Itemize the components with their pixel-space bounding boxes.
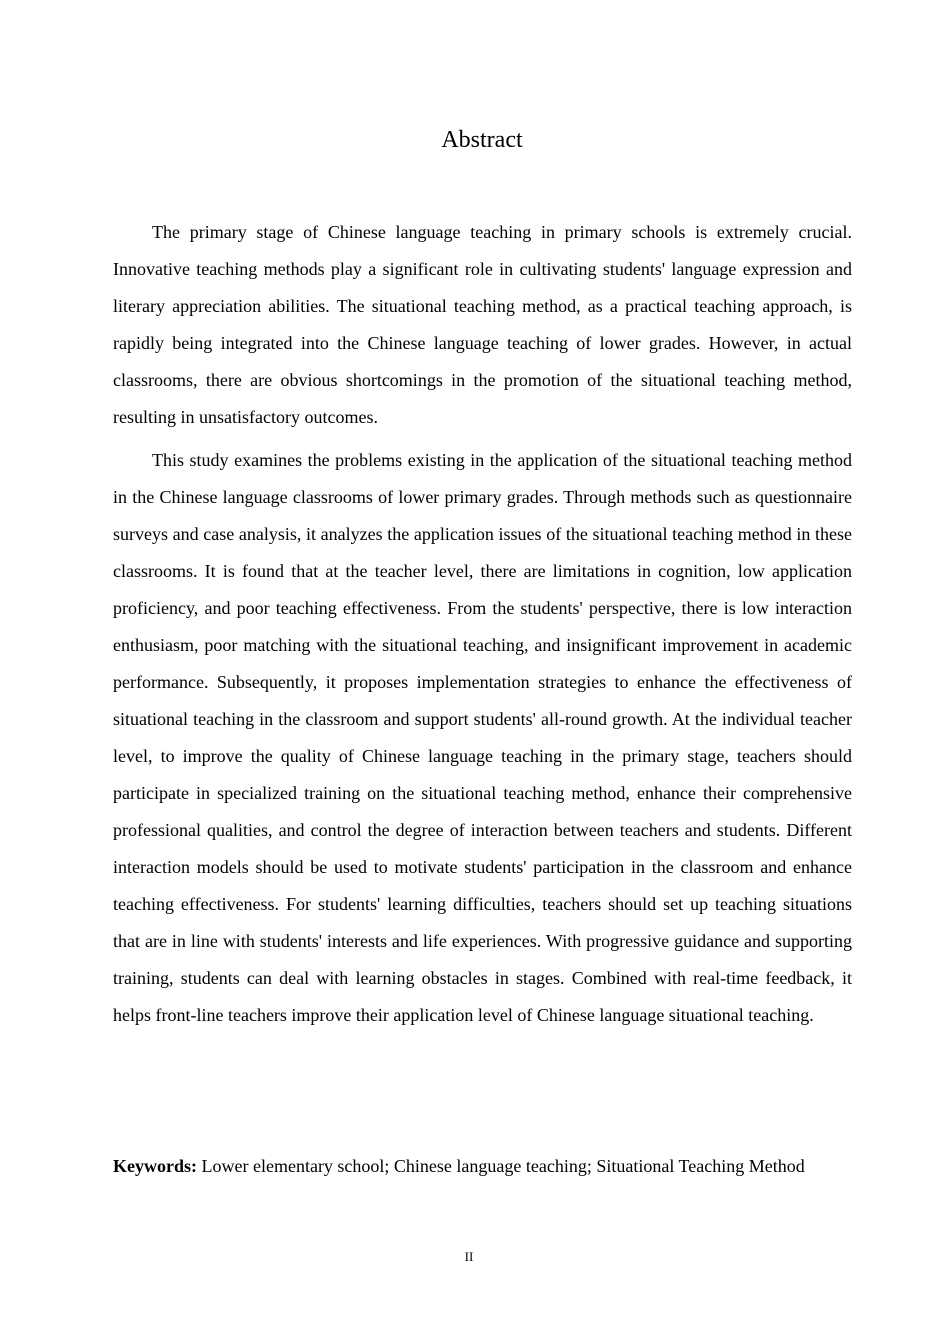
- keywords-line: [113, 1152, 873, 1180]
- abstract-paragraph-1: The primary stage of Chinese language teaching in primary schools is extremely crucial. Innovative teaching methods play a significant role in cultivating students' language expression and literary appreciation abilities. The situational teaching method, as a practical teaching approach, is rapidly being integrated into the Chinese language teaching of lower grades. However, in actual classrooms, there are obvious shortcomings in the promotion of the situational teaching method, resulting in unsatisfactory outcomes.: [113, 222, 852, 427]
- abstract-title: Abstract: [441, 127, 523, 153]
- abstract-paragraph-2: This study examines the problems existing in the application of the situational teaching method in the Chinese language classrooms of lower primary grades. Through methods such as questionnaire surveys and case analysis, it analyzes the application issues of the situational teaching method in these classrooms. It is found that at the teacher level, there are limitations in cognition, low application proficiency, and poor teaching effectiveness. From the students' perspective, there is low interaction enthusiasm, poor matching with the situational teaching, and insignificant improvement in academic performance. Subsequently, it proposes implementation strategies to enhance the effectiveness of situational teaching in the classroom and support students' all-round growth. At the individual teacher level, to improve the quality of Chinese language teaching in the primary stage, teachers should participate in specialized training on the situational teaching method, enhance their comprehensive professional qualities, and control the degree of interaction between teachers and students. Different interaction models should be used to motivate students' participation in the classroom and enhance teaching effectiveness. For students' learning difficulties, teachers should set up teaching situations that are in line with students' interests and life experiences. With progressive guidance and supporting training, students can deal with learning obstacles in stages. Combined with real-time feedback, it helps front-line teachers improve their application level of Chinese language situational teaching.: [113, 450, 852, 1025]
- keywords-label: Keywords:: [113, 1156, 197, 1176]
- keywords-text: Lower elementary school; Chinese language teaching; Situational Teaching Method: [201, 1156, 805, 1176]
- page-number: II: [464, 1249, 474, 1264]
